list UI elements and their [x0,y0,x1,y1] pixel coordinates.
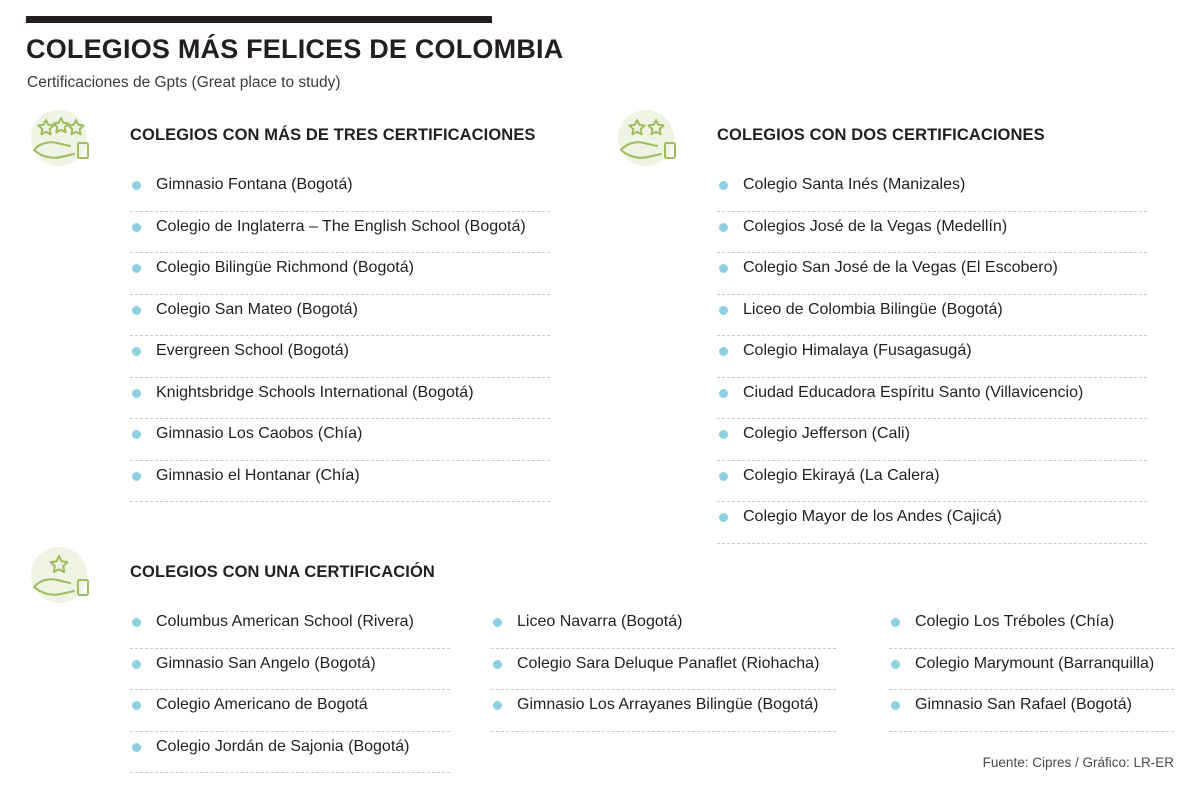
section-header [613,110,1173,170]
bullet-icon [891,701,900,710]
list-item [717,336,1147,378]
page-subtitle: Certificaciones de Gpts (Great place to study) [27,74,341,91]
list-item [130,378,550,420]
bullet-icon [719,306,728,315]
list-item [130,336,550,378]
list-item [717,502,1147,544]
school-name: Colegio Jordán de Sajonia (Bogotá) [156,737,410,755]
bullet-icon [132,701,141,710]
bullet-icon [719,472,728,481]
bullet-icon [132,347,141,356]
list-item [130,607,450,649]
school-name: Gimnasio Los Arrayanes Bilingüe (Bogotá) [517,696,819,713]
school-name: Colegio Americano de Bogotá [156,696,368,713]
section-mas-de-tres [26,110,566,502]
section-dos [613,110,1173,544]
list-item [130,649,450,691]
bullet-icon [891,660,900,669]
bullet-icon [132,743,141,752]
school-name: Colegio Marymount (Barranquilla) [915,654,1155,672]
school-name: Colegio Jefferson (Cali) [743,425,910,442]
school-name: Colegio de Inglaterra – The English School (Bogotá) [156,217,526,235]
school-name: Colegio Himalaya (Fusagasugá) [743,342,972,359]
bullet-icon [132,430,141,439]
school-name: Colegio San Mateo (Bogotá) [156,300,358,318]
school-name: Colegio Santa Inés (Manizales) [743,176,966,193]
school-name: Gimnasio Los Caobos (Chía) [156,425,363,442]
school-list-mas-de-tres [130,170,550,502]
list-item [491,690,836,732]
list-item [130,170,550,212]
school-list-una-col2 [491,607,836,732]
bullet-icon [719,181,728,190]
bullet-icon [493,701,502,710]
list-item [130,419,550,461]
hand-with-stars-icon [26,110,100,170]
bullet-icon [493,618,502,627]
bullet-icon [132,389,141,398]
hand-with-stars-icon [26,547,100,607]
page-title: COLEGIOS MÁS FELICES DE COLOMBIA [26,34,564,64]
section-title: COLEGIOS CON UNA CERTIFICACIÓN [130,563,435,581]
bullet-icon [132,660,141,669]
bullet-icon [132,223,141,232]
bullet-icon [891,618,900,627]
list-item [889,649,1174,691]
bullet-icon [132,618,141,627]
bullet-icon [132,306,141,315]
list-item [130,295,550,337]
list-item [717,419,1147,461]
school-name: Colegios José de la Vegas (Medellín) [743,217,1008,235]
school-name: Gimnasio el Hontanar (Chía) [156,466,360,484]
bullet-icon [719,223,728,232]
section-una [26,547,1174,755]
list-item [717,212,1147,254]
school-name: Colegio Sara Deluque Panaflet (Riohacha) [517,654,820,672]
school-name: Gimnasio San Rafael (Bogotá) [915,696,1132,713]
bullet-icon [719,430,728,439]
bullet-icon [719,513,728,522]
school-name: Evergreen School (Bogotá) [156,342,349,359]
bullet-icon [719,347,728,356]
school-name: Colegio San José de la Vegas (El Escobero) [743,259,1058,276]
title-rule [26,16,492,23]
list-item [717,170,1147,212]
bullet-icon [132,264,141,273]
list-item [130,212,550,254]
school-name: Knightsbridge Schools International (Bogotá) [156,383,474,401]
school-name: Liceo de Colombia Bilingüe (Bogotá) [743,300,1003,318]
school-name: Gimnasio San Angelo (Bogotá) [156,654,376,672]
list-item [889,607,1174,649]
list-item [130,253,550,295]
list-item [717,461,1147,503]
list-item [130,461,550,503]
list-item [717,378,1147,420]
list-item [130,690,450,732]
list-item [491,649,836,691]
section-title: COLEGIOS CON MÁS DE TRES CERTIFICACIONES [130,126,536,144]
school-name: Columbus American School (Rivera) [156,613,414,630]
school-name: Colegio Ekirayá (La Calera) [743,466,940,484]
school-name: Colegio Mayor de los Andes (Cajicá) [743,508,1002,525]
school-list-dos [717,170,1147,544]
list-item [717,295,1147,337]
section-header [26,547,1174,607]
section-title: COLEGIOS CON DOS CERTIFICACIONES [717,126,1045,144]
bullet-icon [719,389,728,398]
school-name: Gimnasio Fontana (Bogotá) [156,176,353,193]
list-item [491,607,836,649]
list-item [889,690,1174,732]
hand-with-stars-icon [613,110,687,170]
source-credit: Fuente: Cipres / Gráfico: LR-ER [982,755,1174,770]
section-header [26,110,566,170]
school-name: Colegio Bilingüe Richmond (Bogotá) [156,259,414,276]
bullet-icon [493,660,502,669]
list-item [130,732,450,774]
bullet-icon [719,264,728,273]
school-name: Liceo Navarra (Bogotá) [517,613,683,630]
school-list-una-col3 [889,607,1174,732]
school-name: Ciudad Educadora Espíritu Santo (Villavicencio) [743,383,1084,401]
list-item [717,253,1147,295]
bullet-icon [132,181,141,190]
school-list-una-col1 [130,607,450,773]
bullet-icon [132,472,141,481]
school-name: Colegio Los Tréboles (Chía) [915,613,1115,630]
